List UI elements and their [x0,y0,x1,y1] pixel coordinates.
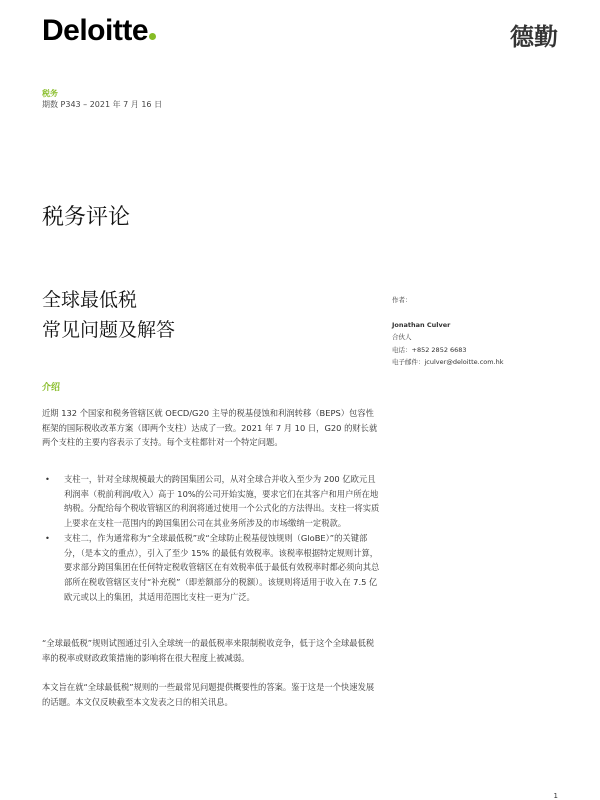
list-item [42,531,382,605]
deloitte-chinese-logo: 德勤 [510,23,558,51]
author-label: 作者： [392,296,412,304]
issue-date: 期数 P343 – 2021 年 7 月 16 日 [42,100,163,109]
page-number: 1 [553,792,558,800]
publication-title: 税务评论 [42,205,131,230]
intro-paragraph-3: 本文旨在就“全球最低税”规则的一些最常见问题提供概要性的答案。鉴于这是一个快速发展的话题。本文仅反映截至本文发表之日的相关讯息。 [42,682,375,707]
bullet-icon: • [45,532,50,543]
bullet-icon: • [45,474,50,484]
intro-paragraph-1: 近期 132 个国家和税务管辖区就 OECD/G20 主导的税基侵蚀和利润转移（BEPS）包容性框架的国际税收改革方案（即两个支柱）达成了一致。2021 年 7 月 10 日，G20 的财长就两个支柱的主要内容表示了支持。每个支柱都针对一个特定问题。 [42,408,378,448]
bullet-text-pillar-one: 支柱一，针对全球规模最大的跨国集团公司，从对全球合并收入至少为 200 亿欧元且利润率（税前利润/收入）高于 10%的公司开始实施，要求它们在其客户和用户所在地纳税。分配给每个税收管辖区的利润将通过使用一个公式化的方法得出。支柱一将实质上要求在支柱一范围内的跨国集团公司在其业务所涉及的市场缴纳一定税款。 [64,474,380,529]
author-name: Jonathan Culver [392,320,451,329]
deloitte-logo [42,14,156,48]
bullet-text-pillar-two: 支柱二，作为通常称为“全球最低税”或“全球防止税基侵蚀规则（GloBE）”的关键部分，（是本文的重点），引入了至少 15% 的最低有效税率。该税率根据特定规则计算，要求部分跨国集团在任何特定税收管辖区在有效税率低于最低有效税率时都必须向其总部所在税收管辖区支付“补充税”（即差额部分的税额）。该规则将适用于收入在 7.5 亿欧元或以上的集团，其适用范围比支柱一更为广泛。 [64,532,380,602]
intro-paragraph-2: “全球最低税”规则试图通过引入全球统一的最低税率来限制税收竞争，低于这个全球最低税率的税率或财政政策措施的影响将在很大程度上被减弱。 [42,638,375,663]
logo-green-dot [149,33,156,40]
logo-text: Deloitte [42,14,149,47]
author-role: 合伙人 [392,333,412,341]
section-heading-intro: 介绍 [42,383,61,393]
main-title-line-1: 全球最低税 [42,289,138,311]
author-block [392,294,504,369]
main-title-line-2: 常见问题及解答 [42,319,176,341]
category-label: 税务 [42,89,58,98]
author-phone: 电话：+852 2852 6683 [392,345,467,354]
author-email: 电子邮件：jculver@deloitte.com.hk [392,358,504,366]
main-title [42,285,175,345]
list-item [42,472,382,531]
bullet-list [42,472,382,604]
